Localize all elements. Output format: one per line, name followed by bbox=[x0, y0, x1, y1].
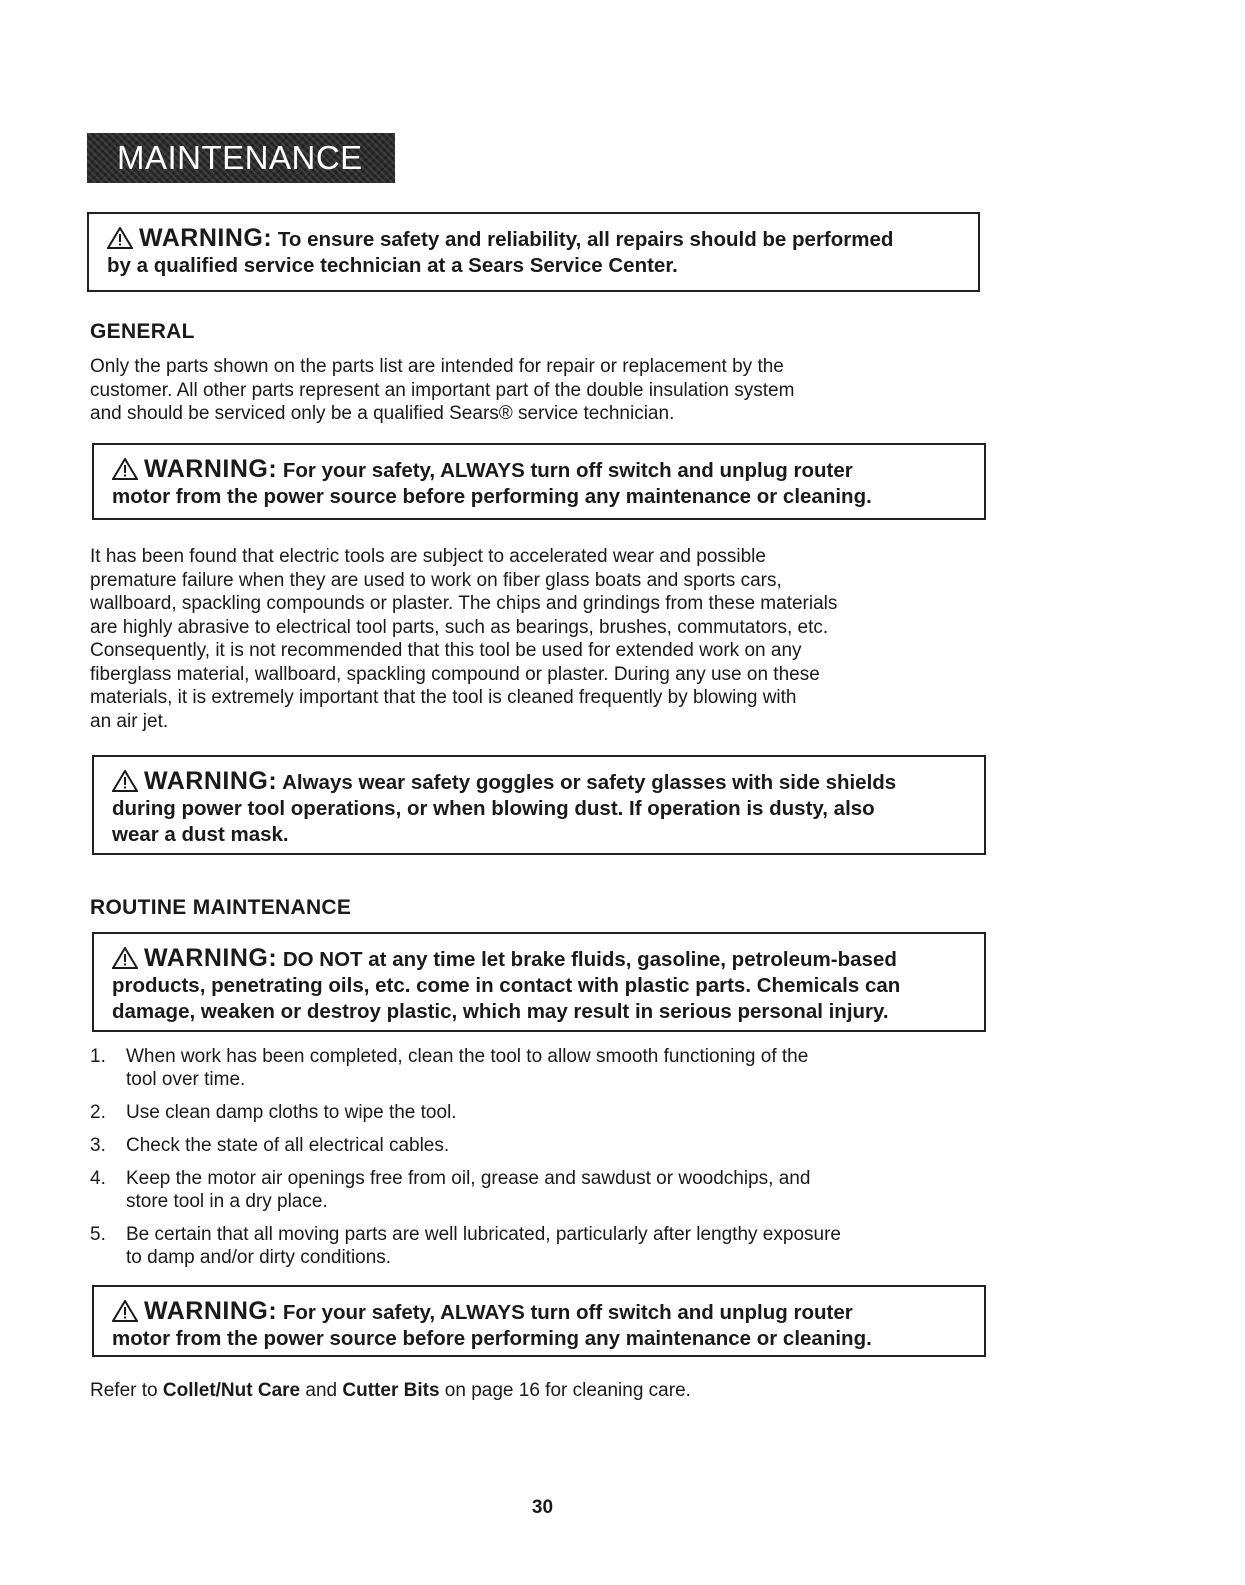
warning-text: For your safety, ALWAYS turn off switch and unplug router motor from the power source before performing any maintenance or cleaning. bbox=[112, 1301, 872, 1350]
warning-triangle-icon bbox=[112, 771, 144, 794]
warning-text: To ensure safety and reliability, all repairs should be performed by a qualified service technician at a Sears Service Center. bbox=[107, 228, 894, 277]
list-text: Keep the motor air openings free from oil, grease and sawdust or woodchips, and store tool in a dry place. bbox=[126, 1168, 811, 1212]
warning-box-unplug-repeat bbox=[92, 1285, 986, 1357]
warning-triangle-icon bbox=[112, 948, 144, 971]
routine-list bbox=[90, 1045, 990, 1279]
warning-text: DO NOT at any time let brake fluids, gasoline, petroleum-based products, penetrating oils, etc. come in contact with plastic parts. Chemicals can damage, weaken or destroy plastic, which may result in serious personal injury. bbox=[112, 948, 901, 1023]
warning-label: WARNING: bbox=[144, 455, 278, 483]
list-item bbox=[90, 1101, 990, 1124]
list-item bbox=[90, 1167, 990, 1213]
wear-paragraph: It has been found that electric tools are subject to accelerated wear and possible premature failure when they are used to work on fiber glass boats and sports cars, wallboard, spackling compounds or plaster. The chips and grindings from these materials are highly abrasive to electrical tool parts, such as bearings, brushes, commutators, etc. Consequently, it is not recommended that this tool be used for extended work on any fiberglass material, wallboard, spackling compound or plaster. During any use on these materials, it is extremely important that the tool is cleaned frequently by blowing with an air jet. bbox=[90, 546, 838, 732]
warning-text: For your safety, ALWAYS turn off switch and unplug router motor from the power source before performing any maintenance or cleaning. bbox=[112, 459, 872, 508]
routine-heading: ROUTINE MAINTENANCE bbox=[90, 896, 352, 919]
list-text: When work has been completed, clean the tool to allow smooth functioning of the tool over time. bbox=[126, 1046, 809, 1090]
list-text: Check the state of all electrical cables. bbox=[126, 1135, 450, 1156]
warning-box-goggles bbox=[92, 755, 986, 855]
general-paragraph: Only the parts shown on the parts list are intended for repair or replacement by the customer. All other parts represent an important part of the double insulation system and should be serviced only be a qualified Sears® service technician. bbox=[90, 356, 795, 424]
warning-triangle-icon bbox=[112, 459, 144, 482]
warning-box-chemicals bbox=[92, 932, 986, 1032]
list-item bbox=[90, 1134, 990, 1157]
warning-triangle-icon bbox=[112, 1301, 144, 1324]
warning-box-repairs bbox=[87, 212, 980, 292]
warning-triangle-icon bbox=[107, 228, 139, 251]
list-text: Use clean damp cloths to wipe the tool. bbox=[126, 1102, 457, 1123]
warning-text: Always wear safety goggles or safety glasses with side shields during power tool operations, or when blowing dust. If operation is dusty, also wear a dust mask. bbox=[112, 771, 897, 846]
warning-label: WARNING: bbox=[144, 1297, 278, 1325]
list-text: Be certain that all moving parts are well lubricated, particularly after lengthy exposure to damp and/or dirty conditions. bbox=[126, 1224, 841, 1268]
warning-box-unplug bbox=[92, 443, 986, 520]
refer-line bbox=[90, 1380, 691, 1402]
list-item bbox=[90, 1045, 990, 1091]
list-number: 3. bbox=[90, 1135, 106, 1156]
section-title: MAINTENANCE bbox=[87, 133, 395, 183]
cutter-bits-ref: Cutter Bits bbox=[342, 1380, 440, 1401]
warning-label: WARNING: bbox=[144, 767, 278, 795]
page-number: 30 bbox=[531, 1497, 554, 1518]
warning-label: WARNING: bbox=[139, 224, 273, 252]
general-heading: GENERAL bbox=[90, 320, 195, 343]
list-number: 2. bbox=[90, 1102, 106, 1123]
refer-prefix: Refer to bbox=[90, 1380, 163, 1401]
list-number: 5. bbox=[90, 1224, 106, 1245]
refer-middle: and bbox=[300, 1380, 343, 1401]
refer-suffix: on page 16 for cleaning care. bbox=[439, 1380, 691, 1401]
list-number: 4. bbox=[90, 1168, 106, 1189]
warning-label: WARNING: bbox=[144, 944, 278, 972]
list-number: 1. bbox=[90, 1046, 106, 1067]
list-item bbox=[90, 1223, 990, 1269]
collet-nut-care-ref: Collet/Nut Care bbox=[162, 1380, 301, 1401]
